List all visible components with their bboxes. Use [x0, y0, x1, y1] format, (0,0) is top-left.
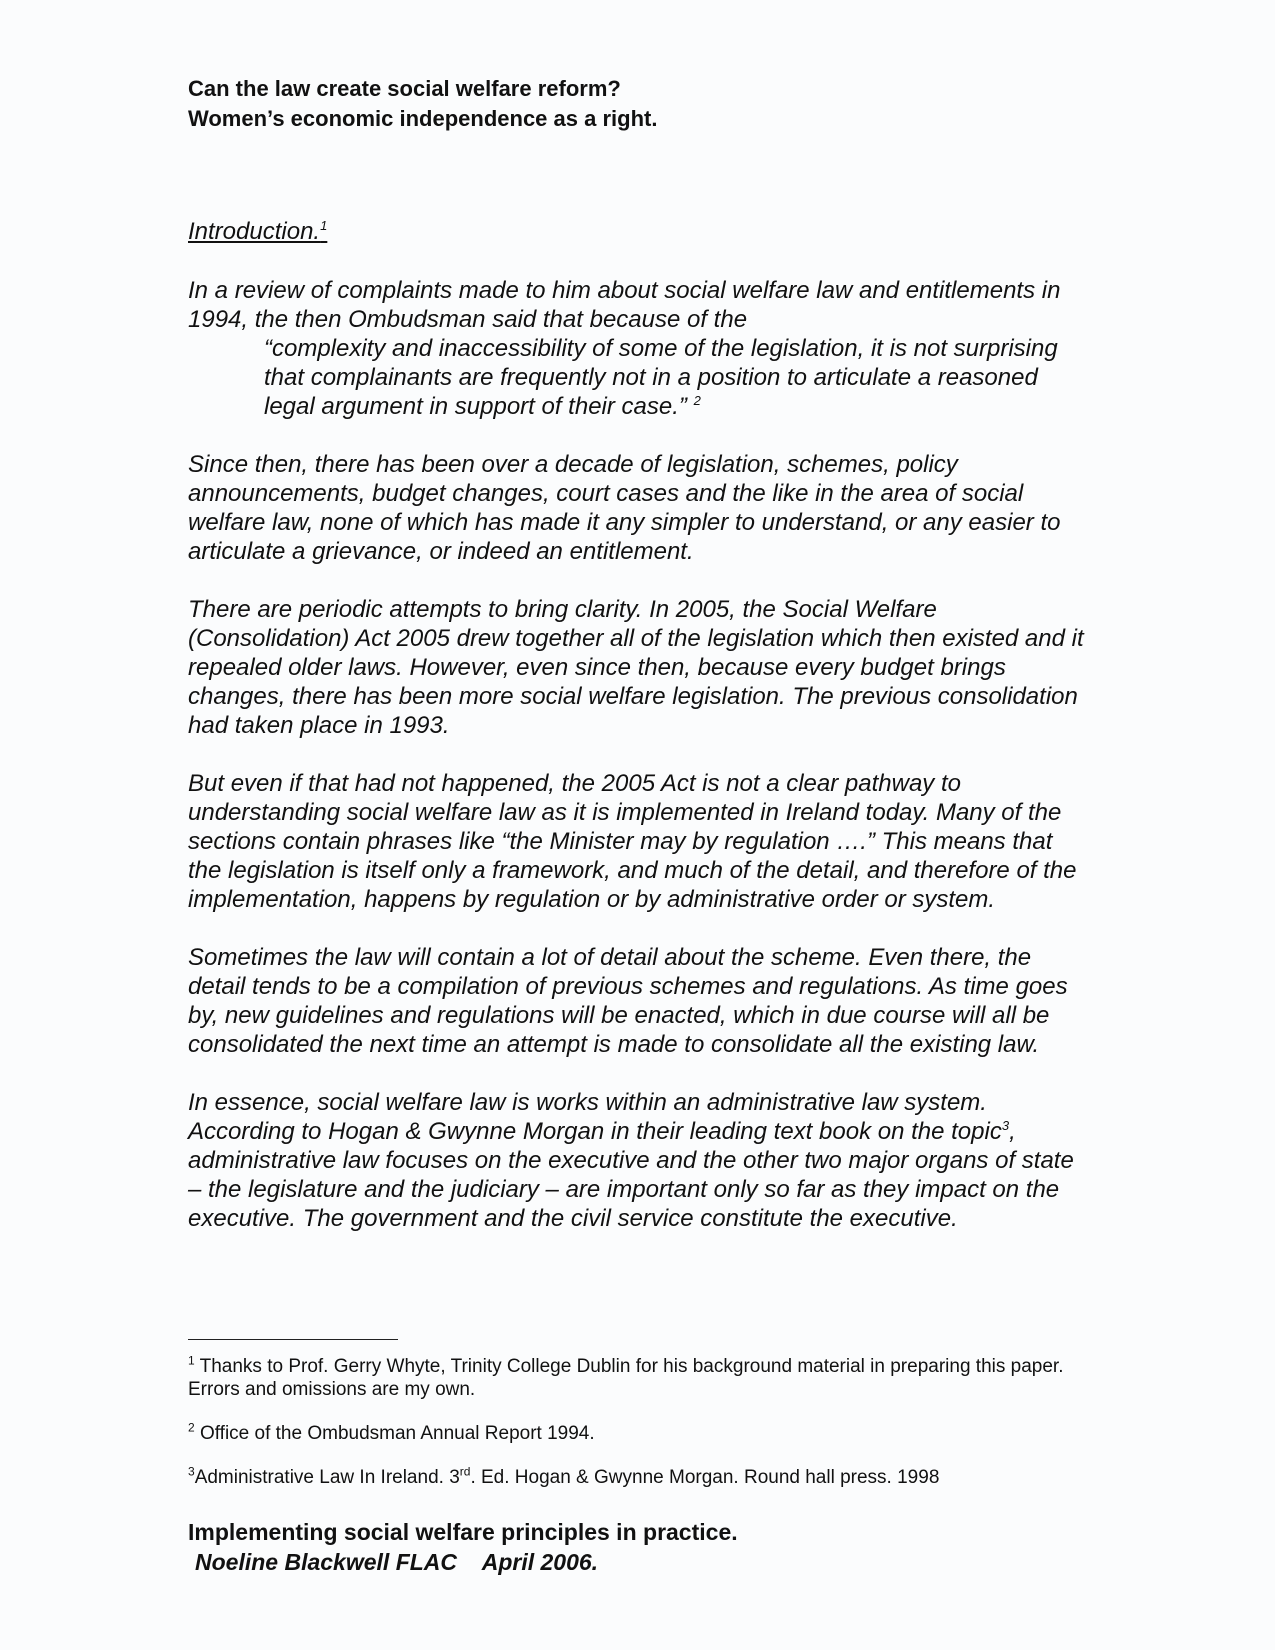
- body-text: [188, 276, 1088, 1262]
- paragraph-2: Since then, there has been over a decade of legislation, schemes, policy announcements, budget changes, court cases and the like in the area of social welfare law, none of which has made it any simpler to understand, or any easier to articulate a grievance, or indeed an entitlement.: [188, 451, 1061, 565]
- paragraph-6-part-b: , administrative law focuses on the executive and the other two major organs of state – the legislature and the judiciary – are important only so far as they impact on the executive. The government and the civil service constitute the executive.: [188, 1118, 1074, 1232]
- footer-author-date: Noeline Blackwell FLAC April 2006.: [195, 1549, 599, 1575]
- title-line-1: Can the law create social welfare reform?: [188, 76, 621, 101]
- introduction-heading-text: Introduction.: [188, 218, 321, 245]
- footnote-divider: [188, 1339, 398, 1340]
- footnote-3-text-a: Administrative Law In Ireland. 3: [194, 1467, 460, 1488]
- title-line-2: Women’s economic independence as a right.: [188, 106, 658, 131]
- ombudsman-quote: [264, 334, 1088, 421]
- footnote-3-number: 3: [188, 1464, 195, 1479]
- footnote-1: [188, 1355, 1088, 1401]
- footnote-1-number: 1: [188, 1353, 195, 1368]
- paragraph-4: But even if that had not happened, the 2005 Act is not a clear pathway to understanding social welfare law as it is implemented in Ireland today. Many of the sections contain phrases like “the Minister may by regulation ….” This means that the legislation is itself only a framework, and much of the detail, and therefore of the implementation, happens by regulation or by administrative order or system.: [188, 770, 1077, 913]
- footnote-ref-2: 2: [693, 393, 701, 408]
- footnote-3: [188, 1466, 1088, 1489]
- paragraph-5: Sometimes the law will contain a lot of detail about the scheme. Even there, the detail tends to be a compilation of previous schemes and regulations. As time goes by, new guidelines and regulations will be enacted, which in due course will all be consolidated the next time an attempt is made to consolidate all the existing law.: [188, 944, 1068, 1058]
- footnote-2-number: 2: [188, 1420, 195, 1435]
- paragraph-6-part-a: In essence, social welfare law is works within an administrative law system. According to Hogan & Gwynne Morgan in their leading text book on the topic: [188, 1089, 1002, 1145]
- footnote-2-text: Office of the Ombudsman Annual Report 1994.: [199, 1423, 595, 1444]
- footnote-ref-1: 1: [320, 218, 328, 233]
- footnotes: [188, 1355, 1088, 1510]
- footnote-2: [188, 1422, 1088, 1445]
- footnote-3-text-b: . Ed. Hogan & Gwynne Morgan. Round hall press. 1998: [470, 1467, 940, 1488]
- quote-text: “complexity and inaccessibility of some of the legislation, it is not surprising that complainants are frequently not in a position to articulate a reasoned legal argument in support of their case.”: [264, 335, 1058, 420]
- introduction-heading: [188, 218, 327, 246]
- footnote-3-ordinal: rd: [459, 1464, 471, 1479]
- paragraph-3: There are periodic attempts to bring clarity. In 2005, the Social Welfare (Consolidation) Act 2005 drew together all of the legislation which then existed and it repealed older laws. However, even since then, because every budget brings changes, there has been more social welfare legislation. The previous consolidation had taken place in 1993.: [188, 596, 1084, 739]
- document-title: [188, 74, 657, 134]
- footnote-ref-3: 3: [1001, 1118, 1010, 1133]
- footnote-1-text: Thanks to Prof. Gerry Whyte, Trinity College Dublin for his background material in preparing this paper. Errors and omissions are my own.: [188, 1356, 1064, 1400]
- paragraph-1: In a review of complaints made to him about social welfare law and entitlements in 1994, the then Ombudsman said that because of the: [188, 277, 1061, 333]
- footer-title: Implementing social welfare principles in practice.: [188, 1519, 738, 1545]
- document-footer: [188, 1517, 738, 1577]
- paragraph-6: [188, 1088, 1088, 1233]
